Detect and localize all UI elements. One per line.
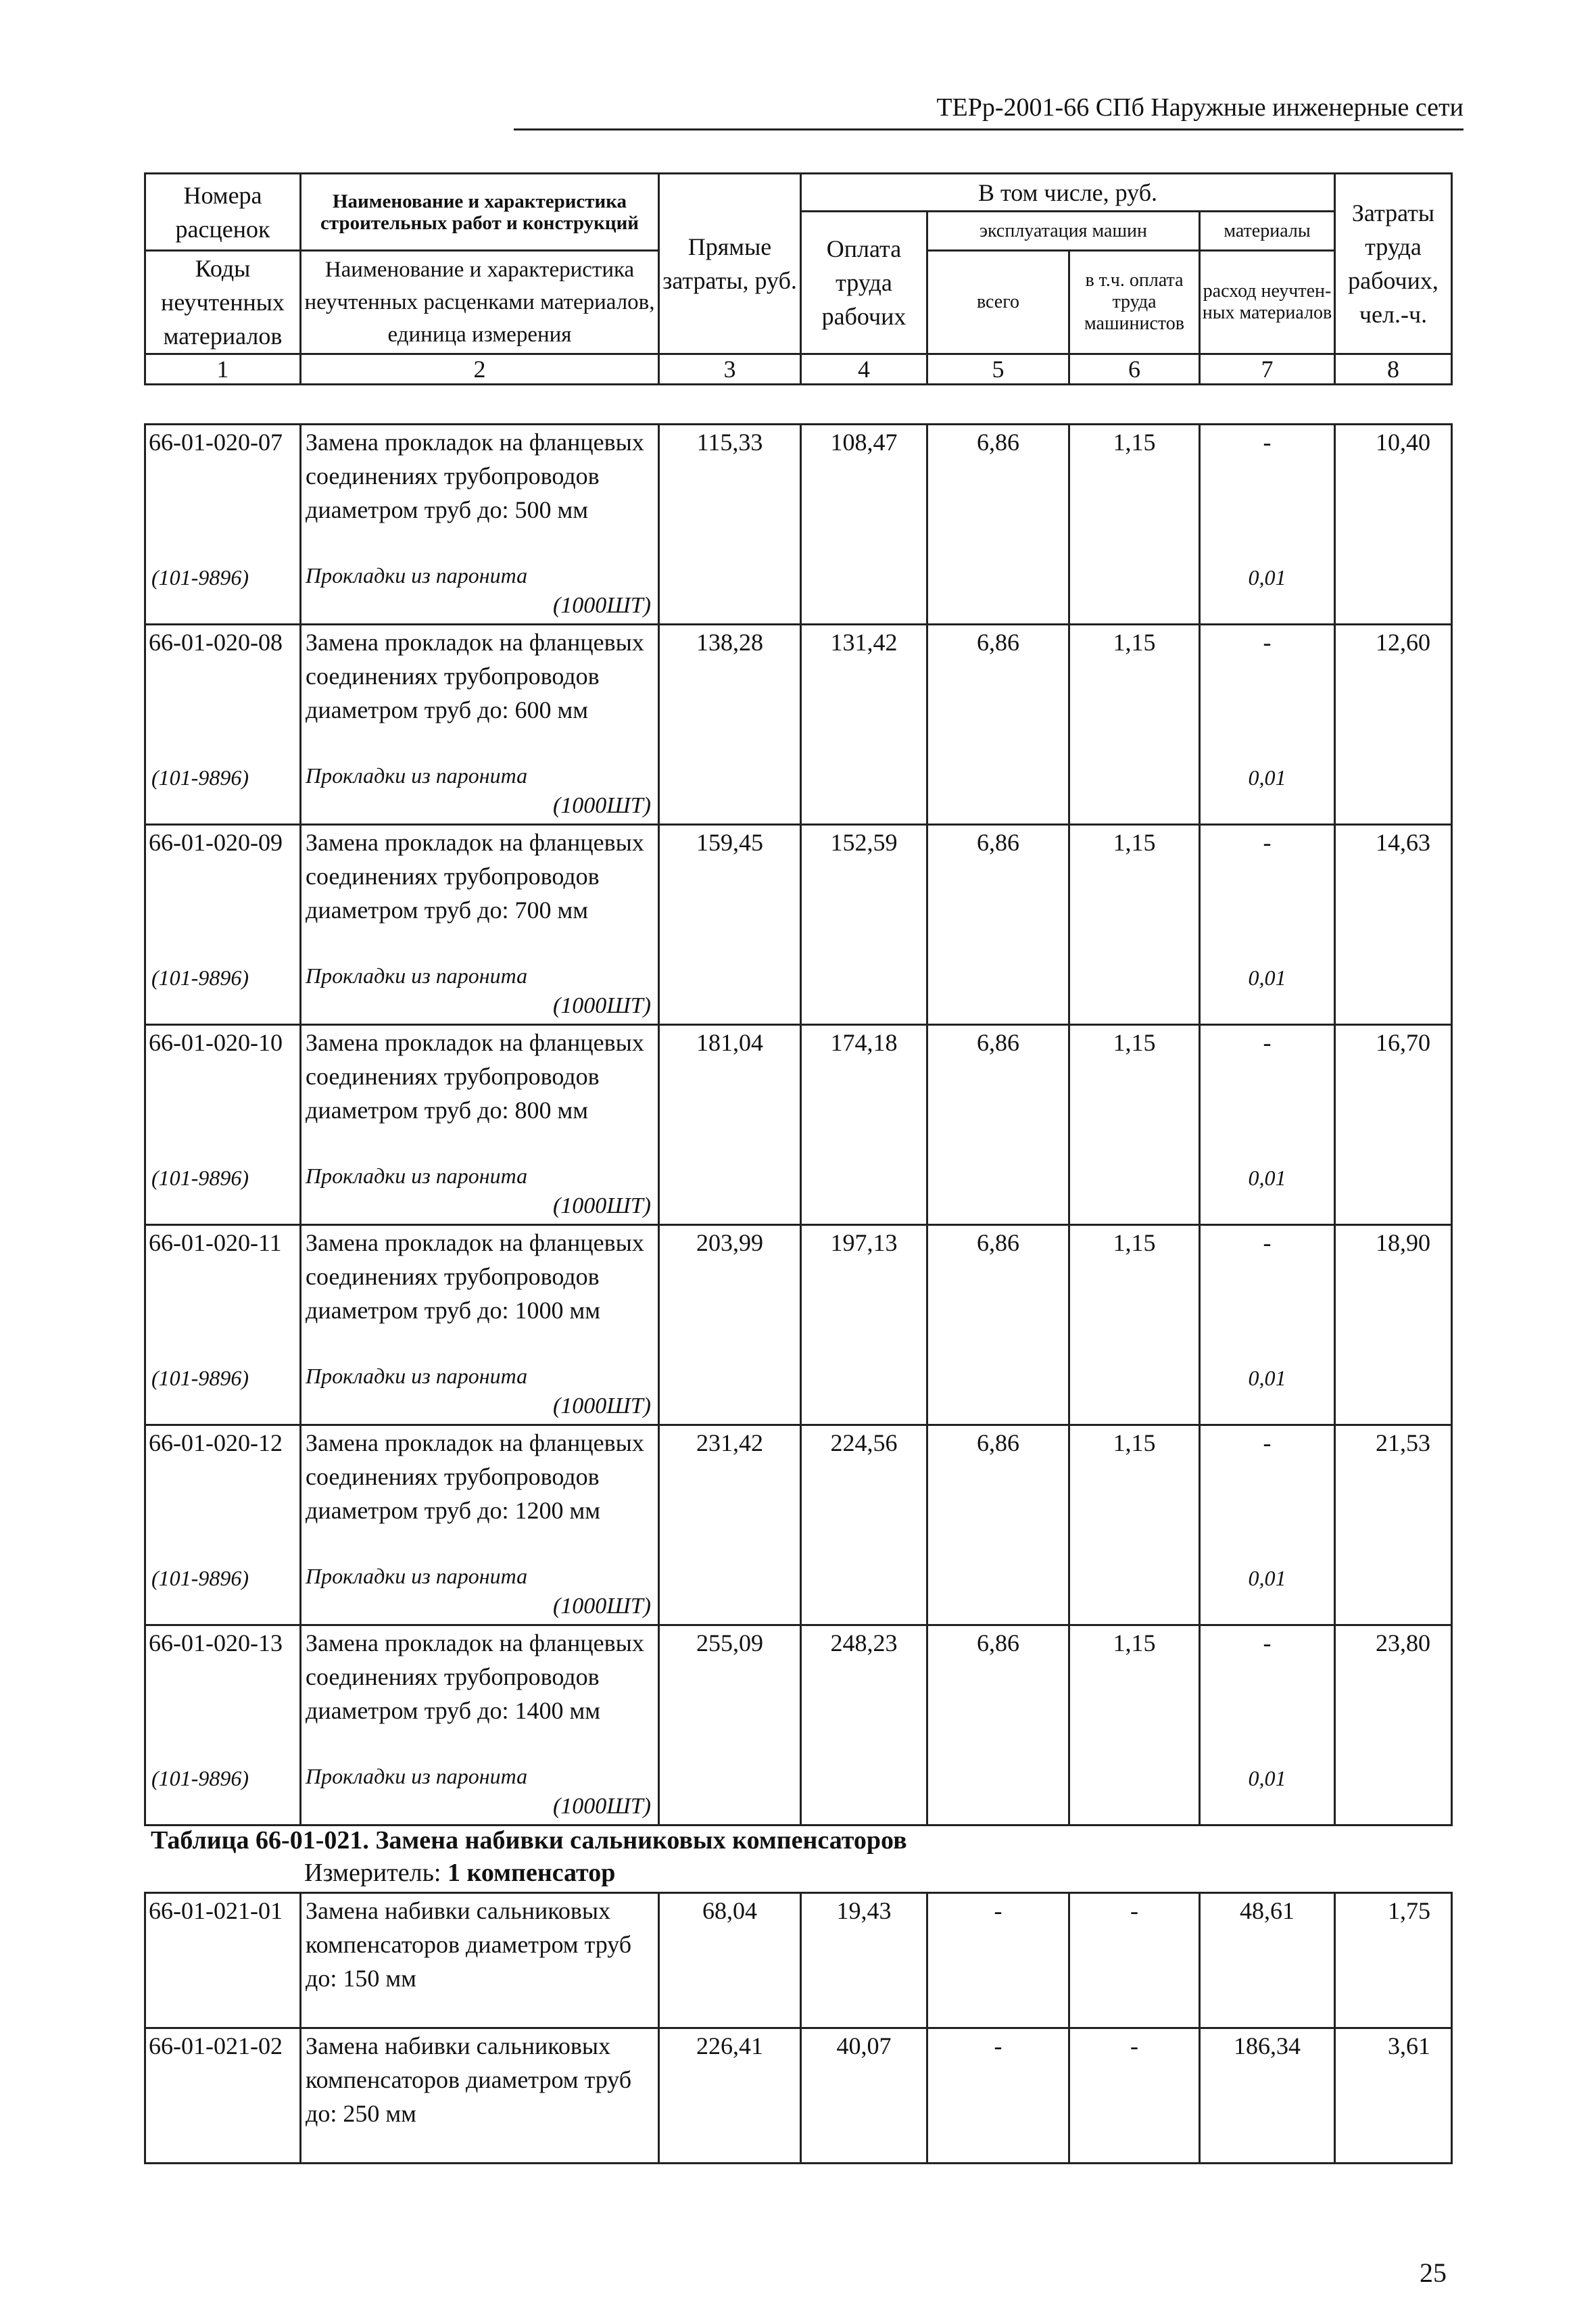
rate-code: 66-01-020-08	[149, 629, 283, 656]
col-header-mach-total: всего	[927, 251, 1069, 354]
materials-value: -	[1263, 1429, 1272, 1456]
col-header-materials: материалы	[1200, 212, 1335, 251]
direct-cost: 138,28	[659, 625, 801, 825]
section-title: Таблица 66-01-021. Замена набивки сальниковых компенсаторов	[151, 1826, 907, 1855]
wages: 174,18	[801, 1025, 927, 1225]
table-row	[145, 1225, 1452, 1425]
rate-code-cell	[145, 425, 301, 625]
table-row	[145, 2028, 1452, 2164]
rate-code: 66-01-021-02	[145, 2028, 301, 2164]
direct-cost: 115,33	[659, 425, 801, 625]
work-description-cell	[301, 1425, 659, 1625]
materials-value: -	[1263, 629, 1272, 656]
materials-cell	[1200, 1425, 1335, 1625]
machines-total: 6,86	[927, 1425, 1069, 1625]
rate-code: 66-01-021-01	[145, 1893, 301, 2028]
rate-code: 66-01-020-12	[149, 1429, 283, 1456]
material-unit: (1000ШТ)	[552, 593, 651, 618]
materials-value: -	[1263, 829, 1272, 856]
work-description-cell	[301, 1025, 659, 1225]
materials-cell	[1200, 1025, 1335, 1225]
material-unit: (1000ШТ)	[552, 1594, 651, 1619]
rate-code: 66-01-020-09	[149, 829, 283, 856]
machines-wages: 1,15	[1069, 1625, 1200, 1825]
section-measure	[304, 1858, 615, 1888]
material-quantity: 0,01	[1248, 965, 1286, 990]
col-number-6: 6	[1069, 354, 1200, 385]
material-name: Прокладки из паронита	[306, 1764, 528, 1788]
wages: 197,13	[801, 1225, 927, 1425]
material-unit: (1000ШТ)	[552, 793, 651, 818]
rate-code-cell	[145, 625, 301, 825]
materials-cell	[1200, 425, 1335, 625]
machines-wages: 1,15	[1069, 425, 1200, 625]
material-code: (101-9896)	[151, 1566, 249, 1590]
column-header-table	[144, 172, 1453, 385]
col-number-1: 1	[145, 354, 301, 385]
wages: 152,59	[801, 825, 927, 1025]
work-description-cell	[301, 625, 659, 825]
labor-hours: 12,60	[1335, 625, 1452, 825]
work-description-cell	[301, 1625, 659, 1825]
materials-value: -	[1263, 1629, 1272, 1656]
material-code: (101-9896)	[151, 765, 249, 790]
work-description-cell	[301, 825, 659, 1025]
row-materials: 186,34	[1200, 2028, 1335, 2164]
work-description-cell	[301, 425, 659, 625]
row-direct-cost: 68,04	[659, 1893, 801, 2028]
material-name: Прокладки из паронита	[306, 963, 528, 988]
rates-table-020	[144, 423, 1453, 1826]
row-direct-cost: 226,41	[659, 2028, 801, 2164]
rate-code-cell	[145, 1025, 301, 1225]
material-quantity: 0,01	[1248, 1566, 1286, 1590]
material-name: Прокладки из паронита	[306, 563, 528, 588]
material-name: Прокладки из паронита	[306, 763, 528, 788]
wages: 224,56	[801, 1425, 927, 1625]
section-measure-value: 1 компенсатор	[448, 1859, 616, 1887]
work-description: Замена набивки сальниковых компенсаторов диаметром труб до: 250 мм	[301, 2028, 659, 2164]
rates-table-021	[144, 1892, 1453, 2164]
col-header-direct: Прямые затраты, руб.	[659, 174, 801, 354]
material-quantity: 0,01	[1248, 1366, 1286, 1390]
material-quantity: 0,01	[1248, 765, 1286, 790]
row-labor: 1,75	[1335, 1893, 1452, 2028]
rate-code: 66-01-020-10	[149, 1029, 283, 1056]
work-description: Замена прокладок на фланцевых соединениях трубопроводов диаметром труб до: 1200 мм	[306, 1429, 644, 1524]
materials-value: -	[1263, 1229, 1272, 1256]
col-header-wages: Оплата труда рабочих	[801, 212, 927, 354]
labor-hours: 23,80	[1335, 1625, 1452, 1825]
wages: 248,23	[801, 1625, 927, 1825]
work-description: Замена прокладок на фланцевых соединениях трубопроводов диаметром труб до: 500 мм	[306, 429, 644, 523]
row-machines-wages: -	[1069, 2028, 1200, 2164]
materials-cell	[1200, 1225, 1335, 1425]
labor-hours: 16,70	[1335, 1025, 1452, 1225]
rate-code-cell	[145, 1625, 301, 1825]
row-materials: 48,61	[1200, 1893, 1335, 2028]
col-header-material-names: Наименование и характеристика неучтенных расценками материалов, единица измерения	[301, 251, 659, 354]
material-code: (101-9896)	[151, 1766, 249, 1790]
table-row	[145, 1025, 1452, 1225]
wages: 108,47	[801, 425, 927, 625]
work-description-cell	[301, 1225, 659, 1425]
work-description: Замена прокладок на фланцевых соединениях трубопроводов диаметром труб до: 700 мм	[306, 829, 644, 924]
row-machines-total: -	[927, 1893, 1069, 2028]
material-unit: (1000ШТ)	[552, 993, 651, 1018]
col-number-3: 3	[659, 354, 801, 385]
work-description: Замена прокладок на фланцевых соединениях трубопроводов диаметром труб до: 1400 мм	[306, 1629, 644, 1724]
machines-total: 6,86	[927, 1225, 1069, 1425]
material-code: (101-9896)	[151, 1166, 249, 1190]
work-description: Замена прокладок на фланцевых соединениях трубопроводов диаметром труб до: 600 мм	[306, 629, 644, 723]
table-row	[145, 1893, 1452, 2028]
machines-wages: 1,15	[1069, 1425, 1200, 1625]
row-labor: 3,61	[1335, 2028, 1452, 2164]
machines-wages: 1,15	[1069, 1225, 1200, 1425]
col-header-material-codes: Коды неучтенных материалов	[145, 251, 301, 354]
work-description: Замена прокладок на фланцевых соединениях трубопроводов диаметром труб до: 1000 мм	[306, 1229, 644, 1324]
col-number-8: 8	[1335, 354, 1452, 385]
col-header-machines: эксплуатация машин	[927, 212, 1200, 251]
material-name: Прокладки из паронита	[306, 1364, 528, 1388]
machines-wages: 1,15	[1069, 1025, 1200, 1225]
page-number: 25	[1420, 2258, 1447, 2288]
machines-wages: 1,15	[1069, 625, 1200, 825]
work-description: Замена набивки сальниковых компенсаторов диаметром труб до: 150 мм	[301, 1893, 659, 2028]
material-code: (101-9896)	[151, 1366, 249, 1390]
page-header: ТЕРр-2001-66 СПб Наружные инженерные сети	[514, 87, 1464, 130]
rate-code-cell	[145, 825, 301, 1025]
col-header-labor: Затраты труда рабочих, чел.-ч.	[1335, 174, 1452, 354]
rate-code: 66-01-020-13	[149, 1629, 283, 1656]
col-header-group: В том числе, руб.	[801, 174, 1335, 212]
table-row	[145, 825, 1452, 1025]
material-code: (101-9896)	[151, 965, 249, 990]
rate-code: 66-01-020-11	[149, 1229, 282, 1256]
section-measure-label: Измеритель:	[304, 1859, 441, 1887]
labor-hours: 18,90	[1335, 1225, 1452, 1425]
table-row	[145, 1625, 1452, 1825]
labor-hours: 10,40	[1335, 425, 1452, 625]
direct-cost: 181,04	[659, 1025, 801, 1225]
material-code: (101-9896)	[151, 565, 249, 590]
col-header-mat-consumption: расход неучтен- ных материалов	[1200, 251, 1335, 354]
rate-code-cell	[145, 1425, 301, 1625]
material-quantity: 0,01	[1248, 1766, 1286, 1790]
rate-code-cell	[145, 1225, 301, 1425]
direct-cost: 159,45	[659, 825, 801, 1025]
material-name: Прокладки из паронита	[306, 1164, 528, 1188]
labor-hours: 14,63	[1335, 825, 1452, 1025]
machines-total: 6,86	[927, 1025, 1069, 1225]
col-number-4: 4	[801, 354, 927, 385]
col-header-codes: Номера расценок	[145, 174, 301, 251]
direct-cost: 203,99	[659, 1225, 801, 1425]
row-wages: 40,07	[801, 2028, 927, 2164]
machines-wages: 1,15	[1069, 825, 1200, 1025]
col-number-5: 5	[927, 354, 1069, 385]
direct-cost: 231,42	[659, 1425, 801, 1625]
row-machines-wages: -	[1069, 1893, 1200, 2028]
machines-total: 6,86	[927, 425, 1069, 625]
material-quantity: 0,01	[1248, 1166, 1286, 1190]
machines-total: 6,86	[927, 825, 1069, 1025]
materials-cell	[1200, 1625, 1335, 1825]
wages: 131,42	[801, 625, 927, 825]
materials-cell	[1200, 825, 1335, 1025]
row-machines-total: -	[927, 2028, 1069, 2164]
table-row	[145, 425, 1452, 625]
work-description: Замена прокладок на фланцевых соединениях трубопроводов диаметром труб до: 800 мм	[306, 1029, 644, 1124]
material-unit: (1000ШТ)	[552, 1193, 651, 1218]
direct-cost: 255,09	[659, 1625, 801, 1825]
col-header-name: Наименование и характеристика строительных работ и конструкций	[301, 174, 659, 251]
materials-value: -	[1263, 429, 1272, 456]
machines-total: 6,86	[927, 1625, 1069, 1825]
material-unit: (1000ШТ)	[552, 1393, 651, 1418]
materials-value: -	[1263, 1029, 1272, 1056]
row-wages: 19,43	[801, 1893, 927, 2028]
col-number-7: 7	[1200, 354, 1335, 385]
col-header-mach-wages: в т.ч. оплата труда машинистов	[1069, 251, 1200, 354]
material-name: Прокладки из паронита	[306, 1564, 528, 1588]
rate-code: 66-01-020-07	[149, 429, 283, 456]
materials-cell	[1200, 625, 1335, 825]
col-number-2: 2	[301, 354, 659, 385]
machines-total: 6,86	[927, 625, 1069, 825]
material-quantity: 0,01	[1248, 565, 1286, 590]
table-row	[145, 1425, 1452, 1625]
material-unit: (1000ШТ)	[552, 1794, 651, 1819]
labor-hours: 21,53	[1335, 1425, 1452, 1625]
table-row	[145, 625, 1452, 825]
